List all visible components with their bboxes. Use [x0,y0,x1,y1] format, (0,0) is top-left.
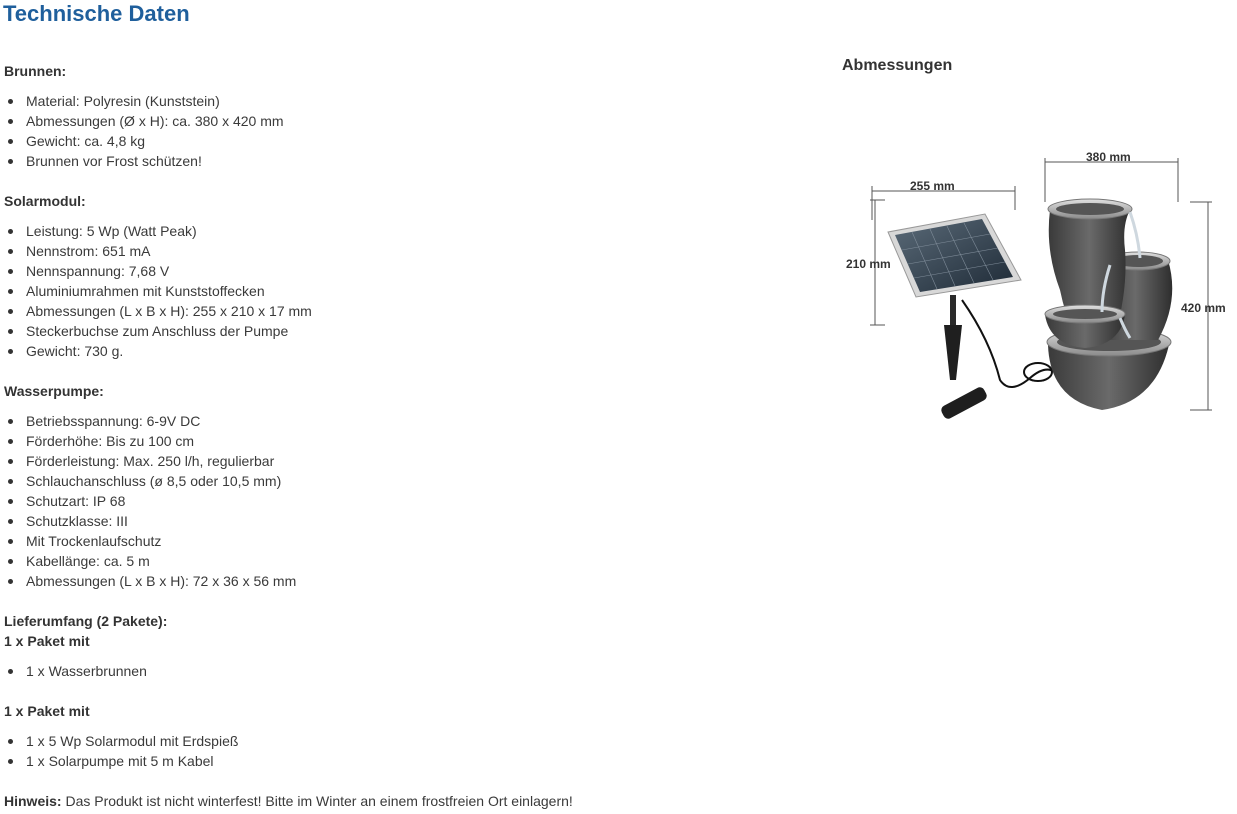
section-heading-lieferumfang: Lieferumfang (2 Pakete): [4,613,168,629]
section-heading-brunnen: Brunnen: [4,63,67,79]
fountain-image [1045,199,1172,410]
list-item: Mit Trockenlaufschutz [4,531,296,551]
list-paket-1 [4,661,147,681]
dim-line-fountain-width [1045,158,1178,202]
list-paket-2 [4,731,238,771]
product-dimensions-illustration [840,140,1237,440]
list-item: Brunnen vor Frost schützen! [4,151,284,171]
pump-image [940,386,989,421]
list-item: Schutzart: IP 68 [4,491,296,511]
paket-heading: 1 x Paket mit [4,633,90,649]
list-item: Förderleistung: Max. 250 l/h, regulierbar [4,451,296,471]
figure-title: Abmessungen [842,57,953,74]
list-item: Abmessungen (L x B x H): 72 x 36 x 56 mm [4,571,296,591]
dim-label-fountain-height: 420 mm [1181,301,1226,315]
note-text: Das Produkt ist nicht winterfest! Bitte im Winter an einem frostfreien Ort einlagern! [61,793,573,809]
list-item: Material: Polyresin (Kunststein) [4,91,284,111]
list-brunnen [4,91,284,171]
list-item: Schlauchanschluss (ø 8,5 oder 10,5 mm) [4,471,296,491]
solar-panel-image [888,214,1055,387]
list-item: 1 x Solarpumpe mit 5 m Kabel [4,751,238,771]
list-item: Abmessungen (L x B x H): 255 x 210 x 17 mm [4,301,312,321]
section-heading-solarmodul: Solarmodul: [4,193,86,209]
dim-label-panel-width: 255 mm [910,179,955,193]
dimensions-figure [840,140,1237,440]
list-item: Gewicht: 730 g. [4,341,312,361]
list-item: Aluminiumrahmen mit Kunststoffecken [4,281,312,301]
note-label: Hinweis: [4,793,62,809]
list-item: 1 x Wasserbrunnen [4,661,147,681]
section-heading-wasserpumpe: Wasserpumpe: [4,383,104,399]
list-item: Gewicht: ca. 4,8 kg [4,131,284,151]
list-item: Nennstrom: 651 mA [4,241,312,261]
dim-label-fountain-width: 380 mm [1086,150,1131,164]
list-item: 1 x 5 Wp Solarmodul mit Erdspieß [4,731,238,751]
list-item: Nennspannung: 7,68 V [4,261,312,281]
paket-heading: 1 x Paket mit [4,703,90,719]
list-item: Abmessungen (Ø x H): ca. 380 x 420 mm [4,111,284,131]
list-solarmodul [4,221,312,361]
list-item: Leistung: 5 Wp (Watt Peak) [4,221,312,241]
list-item: Kabellänge: ca. 5 m [4,551,296,571]
dim-label-panel-height: 210 mm [846,257,891,271]
list-item: Schutzklasse: III [4,511,296,531]
list-item: Betriebsspannung: 6-9V DC [4,411,296,431]
hinweis-note [4,791,573,811]
page-title: Technische Daten [3,1,190,26]
list-wasserpumpe [4,411,296,591]
list-item: Förderhöhe: Bis zu 100 cm [4,431,296,451]
list-item: Steckerbuchse zum Anschluss der Pumpe [4,321,312,341]
